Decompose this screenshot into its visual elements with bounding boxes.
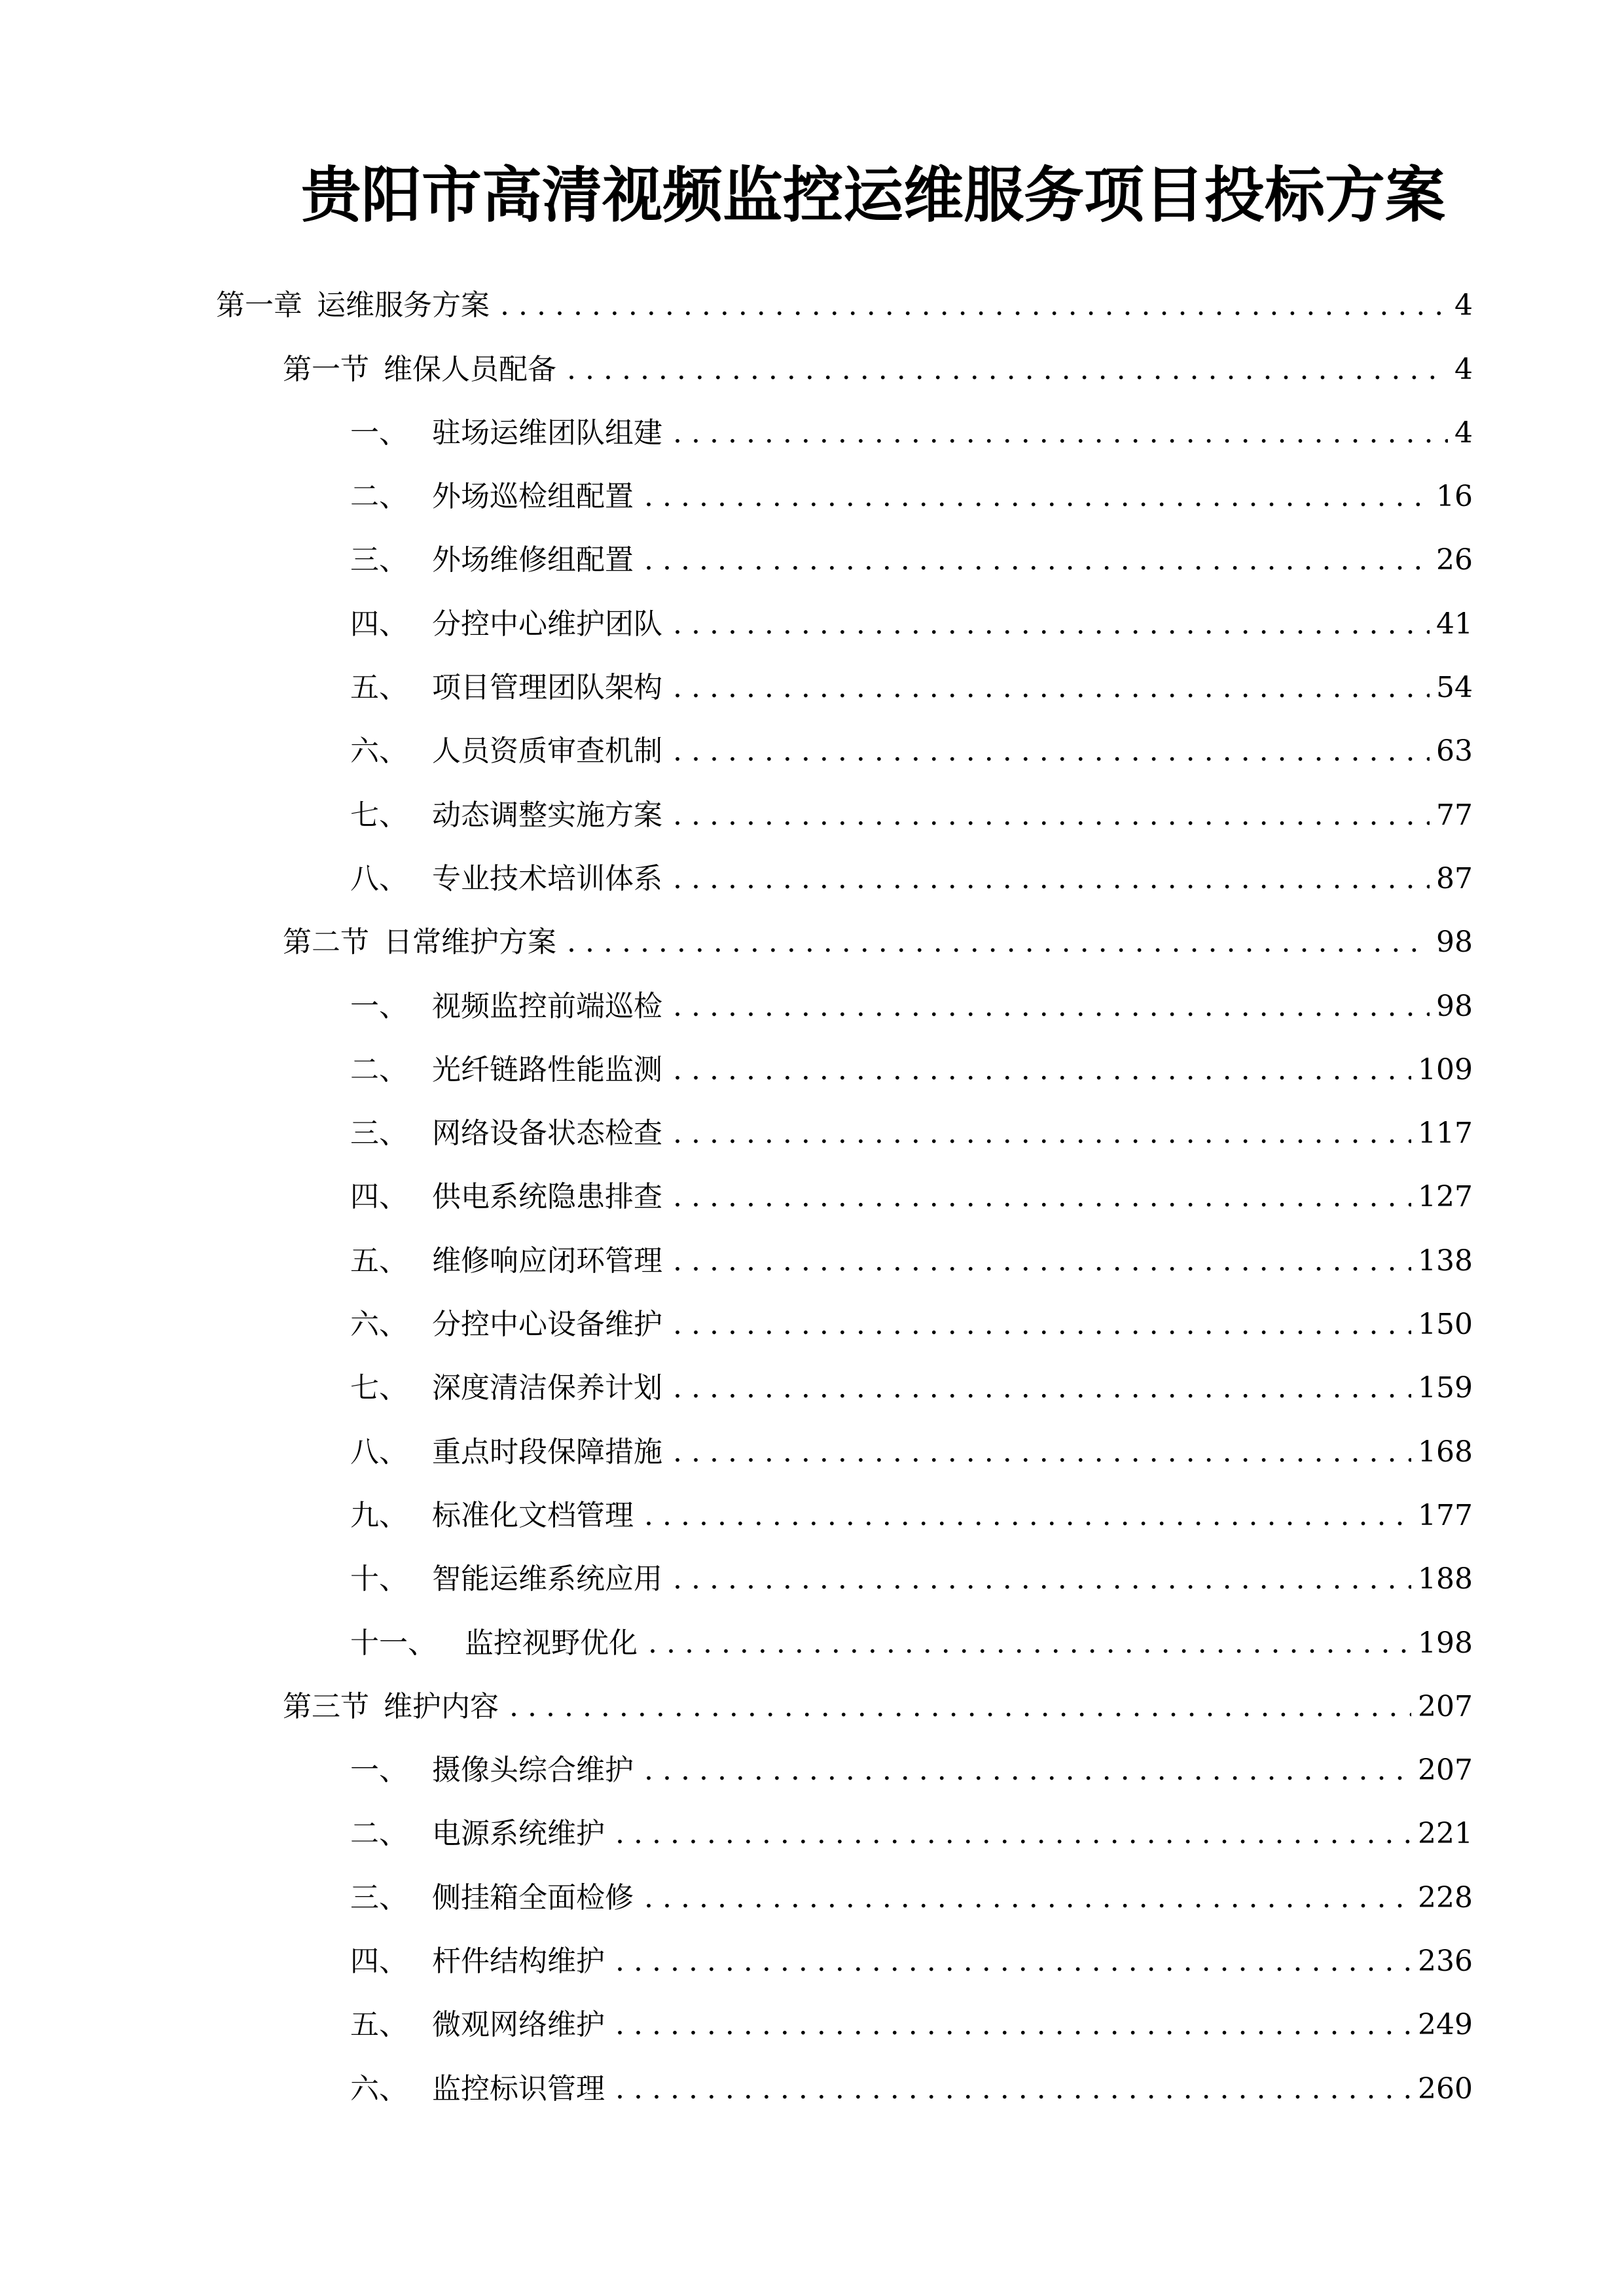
toc-entry[interactable] [216, 1344, 1473, 1408]
toc-entry-number: 一、 [350, 989, 408, 1023]
toc-entry-number: 三、 [350, 543, 408, 577]
toc-entry-title: 微观网络维护 [432, 2008, 605, 2042]
toc-dot-leader [644, 477, 1430, 516]
toc-entry-number: 七、 [350, 798, 408, 832]
toc-entry[interactable] [216, 1026, 1473, 1090]
toc-entry[interactable] [216, 453, 1473, 516]
toc-entry-page-number: 228 [1418, 1880, 1473, 1914]
toc-entry[interactable] [216, 1727, 1473, 1790]
toc-dot-leader [673, 1560, 1411, 1599]
toc-entry-number: 八、 [350, 861, 408, 895]
toc-entry-page-number: 150 [1418, 1308, 1473, 1342]
toc-entry-title: 日常维护方案 [384, 925, 556, 960]
toc-entry-title: 监控视野优化 [465, 1626, 638, 1660]
toc-entry-title: 监控标识管理 [432, 2072, 605, 2106]
toc-entry-title: 视频监控前端巡检 [432, 989, 662, 1023]
toc-entry-title: 智能运维系统应用 [432, 1562, 662, 1596]
toc-dot-leader [673, 1242, 1411, 1281]
toc-entry-title: 外场巡检组配置 [432, 480, 634, 514]
toc-entry[interactable] [216, 644, 1473, 708]
toc-entry-title: 光纤链路性能监测 [432, 1052, 662, 1086]
toc-dot-leader [673, 605, 1430, 644]
toc-entry-title: 电源系统维护 [432, 1817, 605, 1851]
toc-entry[interactable] [216, 708, 1473, 771]
toc-entry[interactable] [216, 1854, 1473, 1917]
toc-dot-leader [673, 1433, 1411, 1472]
toc-entry-page-number: 63 [1436, 734, 1473, 768]
toc-dot-leader [615, 1814, 1411, 1854]
toc-dot-leader [644, 1751, 1411, 1790]
toc-entry-title: 专业技术培训体系 [432, 861, 662, 895]
toc-entry-title: 人员资质审查机制 [432, 734, 662, 768]
toc-entry-page-number: 260 [1418, 2072, 1473, 2106]
toc-entry-page-number: 26 [1436, 543, 1473, 577]
toc-entry-number: 一、 [350, 416, 408, 450]
toc-entry-title: 外场维修组配置 [432, 543, 634, 577]
toc-dot-leader [615, 1942, 1411, 1981]
toc-dot-leader [673, 1305, 1411, 1344]
toc-dot-leader [673, 1114, 1411, 1153]
toc-entry-page-number: 54 [1436, 671, 1473, 705]
toc-dot-leader [615, 2005, 1411, 2045]
toc-entry[interactable] [216, 1918, 1473, 1981]
toc-entry-page-number: 98 [1436, 989, 1473, 1023]
toc-entry-page-number: 41 [1436, 607, 1473, 641]
toc-entry-number: 四、 [350, 1945, 408, 1979]
toc-dot-leader [644, 1496, 1411, 1535]
toc-dot-leader [673, 987, 1430, 1026]
toc-entry-number: 七、 [350, 1371, 408, 1405]
toc-entry-title: 摄像头综合维护 [432, 1753, 634, 1787]
toc-entry-page-number: 138 [1418, 1244, 1473, 1278]
toc-entry-page-number: 207 [1418, 1689, 1473, 1723]
toc-entry[interactable] [216, 1090, 1473, 1153]
toc-entry-number: 三、 [350, 1880, 408, 1914]
toc-entry-number: 十一、 [350, 1626, 437, 1660]
toc-entry[interactable] [216, 835, 1473, 899]
toc-entry[interactable] [216, 1281, 1473, 1344]
toc-entry-page-number: 87 [1436, 861, 1473, 895]
toc-entry-number: 十、 [350, 1562, 408, 1596]
toc-entry-page-number: 177 [1418, 1498, 1473, 1532]
toc-entry-number: 二、 [350, 480, 408, 514]
toc-dot-leader [615, 2070, 1411, 2109]
toc-dot-leader [648, 1624, 1411, 1663]
toc-entry-title: 供电系统隐患排查 [432, 1180, 662, 1214]
toc-entry-page-number: 221 [1418, 1817, 1473, 1851]
toc-entry[interactable] [216, 1472, 1473, 1535]
toc-dot-leader [673, 796, 1430, 835]
toc-entry-number: 三、 [350, 1117, 408, 1151]
toc-entry[interactable] [216, 580, 1473, 643]
toc-entry[interactable] [216, 1153, 1473, 1217]
toc-entry-title: 网络设备状态检查 [432, 1117, 662, 1151]
toc-entry-number: 六、 [350, 1308, 408, 1342]
toc-entry-title: 侧挂箱全面检修 [432, 1880, 634, 1914]
toc-dot-leader [673, 859, 1430, 899]
toc-dot-leader [509, 1687, 1411, 1727]
toc-entry-page-number: 117 [1418, 1117, 1473, 1151]
toc-entry-page-number: 236 [1418, 1945, 1473, 1979]
toc-entry[interactable] [216, 1790, 1473, 1854]
toc-entry-number: 第二节 [283, 925, 369, 960]
toc-entry[interactable] [216, 1981, 1473, 2045]
toc-entry[interactable] [216, 1599, 1473, 1662]
toc-entry-page-number: 109 [1418, 1052, 1473, 1086]
toc-entry[interactable] [216, 325, 1473, 389]
toc-entry-page-number: 127 [1418, 1180, 1473, 1214]
toc-entry[interactable] [216, 899, 1473, 962]
toc-entry-title: 维护内容 [384, 1689, 499, 1723]
toc-entry-page-number: 4 [1454, 352, 1473, 386]
toc-entry[interactable] [216, 1217, 1473, 1280]
toc-entry-title: 分控中心维护团队 [432, 607, 662, 641]
toc-dot-leader [567, 350, 1448, 389]
toc-entry-title: 标准化文档管理 [432, 1498, 634, 1532]
toc-dot-leader [673, 1369, 1411, 1408]
toc-dot-leader [673, 668, 1430, 708]
toc-dot-leader [644, 1878, 1411, 1918]
toc-entry-page-number: 207 [1418, 1753, 1473, 1787]
toc-entry-title: 重点时段保障措施 [432, 1435, 662, 1469]
toc-entry-number: 第一章 [216, 289, 302, 323]
toc-dot-leader [673, 414, 1448, 453]
toc-entry-number: 五、 [350, 2008, 408, 2042]
table-of-contents [216, 262, 1473, 2109]
toc-entry-page-number: 249 [1418, 2008, 1473, 2042]
toc-entry-number: 二、 [350, 1052, 408, 1086]
toc-entry-page-number: 188 [1418, 1562, 1473, 1596]
toc-dot-leader [673, 732, 1430, 771]
toc-entry-page-number: 4 [1454, 289, 1473, 323]
toc-entry-page-number: 77 [1436, 798, 1473, 832]
toc-entry-title: 深度清洁保养计划 [432, 1371, 662, 1405]
toc-entry-number: 五、 [350, 1244, 408, 1278]
document-title: 贵阳市高清视频监控运维服务项目投标方案 [301, 160, 1446, 230]
toc-entry[interactable] [216, 1535, 1473, 1599]
toc-entry-number: 九、 [350, 1498, 408, 1532]
toc-entry-page-number: 16 [1436, 480, 1473, 514]
toc-entry-title: 维保人员配备 [384, 352, 556, 386]
toc-entry-page-number: 168 [1418, 1435, 1473, 1469]
toc-dot-leader [673, 1177, 1411, 1217]
toc-entry-title: 驻场运维团队组建 [432, 416, 662, 450]
toc-entry[interactable] [216, 1408, 1473, 1471]
toc-entry-number: 二、 [350, 1817, 408, 1851]
toc-entry-number: 一、 [350, 1753, 408, 1787]
toc-entry-number: 五、 [350, 671, 408, 705]
toc-entry-page-number: 4 [1454, 416, 1473, 450]
toc-entry-title: 项目管理团队架构 [432, 671, 662, 705]
toc-entry[interactable] [216, 516, 1473, 580]
toc-entry[interactable] [216, 962, 1473, 1026]
toc-entry-title: 分控中心设备维护 [432, 1308, 662, 1342]
toc-entry-number: 八、 [350, 1435, 408, 1469]
toc-entry-number: 四、 [350, 1180, 408, 1214]
toc-entry-page-number: 98 [1436, 925, 1473, 960]
toc-entry[interactable] [216, 2045, 1473, 2108]
toc-entry-number: 六、 [350, 2072, 408, 2106]
toc-entry-title: 动态调整实施方案 [432, 798, 662, 832]
toc-entry-number: 第一节 [283, 352, 369, 386]
toc-entry-title: 运维服务方案 [317, 289, 490, 323]
toc-entry-page-number: 159 [1418, 1371, 1473, 1405]
toc-dot-leader [500, 286, 1448, 325]
toc-entry[interactable] [216, 1663, 1473, 1727]
toc-dot-leader [644, 541, 1430, 580]
toc-dot-leader [567, 923, 1430, 962]
toc-entry[interactable] [216, 389, 1473, 453]
toc-entry-page-number: 198 [1418, 1626, 1473, 1660]
toc-entry-title: 杆件结构维护 [432, 1945, 605, 1979]
toc-entry[interactable] [216, 262, 1473, 325]
toc-entry-number: 四、 [350, 607, 408, 641]
toc-entry[interactable] [216, 771, 1473, 834]
toc-entry-number: 第三节 [283, 1689, 369, 1723]
toc-dot-leader [673, 1050, 1411, 1090]
toc-entry-number: 六、 [350, 734, 408, 768]
toc-entry-title: 维修响应闭环管理 [432, 1244, 662, 1278]
